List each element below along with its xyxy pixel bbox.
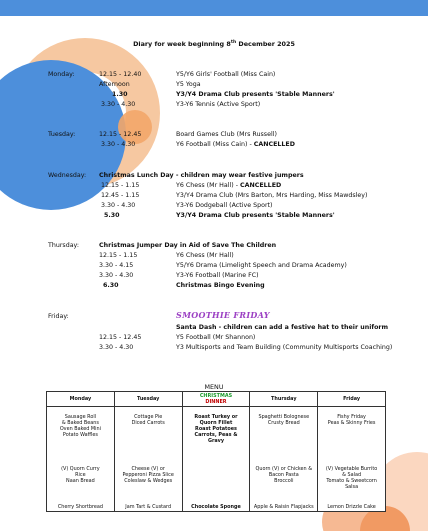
activity: Y6 Football (Miss Cain) - CANCELLED [176, 141, 295, 148]
top-blue-bar [0, 0, 428, 16]
time-slot: 6.30 [103, 282, 119, 289]
menu-line: Chocolate Sponge [191, 504, 241, 510]
time-slot: 1.30 [112, 91, 128, 98]
menu-header: Thursday [250, 392, 318, 407]
time-slot: 12.15 - 12.45 [99, 334, 142, 341]
menu-line: Pepperoni Pizza Slice [122, 472, 174, 478]
activity: Y3-Y6 Tennis (Active Sport) [176, 101, 261, 108]
activity: Board Games Club (Mrs Russell) [176, 131, 277, 138]
menu-line: Rice [75, 472, 86, 478]
menu-alt-dish [48, 466, 113, 484]
menu-line: Coleslaw & Wedges [124, 478, 173, 484]
day-label-thursday: Thursday: [48, 242, 79, 249]
menu-dessert [251, 504, 316, 510]
menu-cell-content [184, 408, 249, 510]
menu-line: Quorn (V) or Chicken & [255, 466, 313, 472]
activity: Y5 Football (Mr Shannon) [176, 334, 256, 341]
menu-line: Tomato & Sweetcorn [326, 478, 377, 484]
menu-line: Cheese (V) or [131, 466, 165, 472]
time-slot: 12.15 - 12.40 [99, 71, 142, 78]
menu-line: Quorn Fillet [199, 420, 233, 426]
menu-cell [47, 407, 115, 512]
menu-main-dish [184, 414, 249, 444]
time-slot: 12.15 - 1.15 [101, 182, 140, 189]
menu-body-row [47, 407, 386, 512]
menu-table [46, 391, 386, 512]
menu-line: Bacon Pasta [268, 472, 299, 478]
cancelled-flag: CANCELLED [253, 141, 295, 148]
cancelled-flag: CANCELLED [239, 182, 282, 189]
activity: Y3/Y4 Drama Club presents 'Stable Manners' [176, 212, 335, 219]
menu-line: Peas & Skinny Fries [327, 420, 376, 426]
activity: Christmas Bingo Evening [176, 282, 265, 289]
activity: Y3/Y4 Drama Club presents 'Stable Manners' [176, 91, 335, 98]
menu-line: & Baked Beans [61, 420, 99, 426]
menu-line: (V) Vegetable Burrito [325, 466, 378, 472]
menu-line: Diced Carrots [131, 420, 165, 426]
time-slot: 12.15 - 1.15 [99, 252, 138, 259]
menu-line: Sausage Roll [64, 414, 97, 420]
menu-alt-dish [319, 466, 384, 490]
menu-line: Salsa [345, 484, 359, 490]
page-title: Diary for week beginning 8th December 2025 [133, 40, 295, 49]
time-slot: 3.30 - 4.30 [101, 141, 136, 148]
menu-title: MENU [204, 383, 224, 391]
activity: Y5/Y6 Drama (Limelight Speech and Drama Academy) [176, 262, 347, 269]
activity: Y6 Chess (Mr Hall) - CANCELLED [176, 182, 282, 189]
menu-line: Gravy [207, 438, 225, 444]
time-slot: 3.30 - 4.15 [99, 262, 134, 269]
time-slot: 12.15 - 12.45 [99, 131, 142, 138]
menu-header: Friday [318, 392, 386, 407]
menu-line: Roast Turkey or [194, 414, 238, 420]
menu-dessert [319, 504, 384, 510]
menu-cell-content [319, 408, 384, 510]
menu-main-dish [251, 414, 316, 426]
time-slot: 12.45 - 1.15 [101, 192, 140, 199]
menu-line: Crusty Bread [267, 420, 300, 426]
activity: Y6 Chess (Mr Hall) [176, 252, 234, 259]
menu-cell [182, 407, 250, 512]
menu-main-dish [319, 414, 384, 426]
time-slot: 3.30 - 4.30 [101, 202, 136, 209]
menu-line: Carrots, Peas & [194, 432, 238, 438]
menu-alt-dish [116, 466, 181, 484]
menu-cell [318, 407, 386, 512]
menu-line: Spaghetti Bolognese [258, 414, 310, 420]
menu-cell [114, 407, 182, 512]
menu-line: Roast Potatoes [195, 426, 237, 432]
menu-line: & Salad [342, 472, 362, 478]
activity: Y5/Y6 Girls' Football (Miss Cain) [176, 71, 276, 78]
menu-line: Lemon Drizzle Cake [327, 504, 376, 510]
menu-header: Monday [47, 392, 115, 407]
menu-line: Apple & Raisin Flapjacks [253, 504, 314, 510]
activity: Y3 Multisports and Team Building (Community Multisports Coaching) [176, 344, 393, 351]
activity: Y3-Y6 Football (Marine FC) [176, 272, 259, 279]
menu-line: (V) Quorn Curry [61, 466, 100, 472]
menu-dessert [116, 504, 181, 510]
menu-main-dish [48, 414, 113, 438]
menu-main-dish [116, 414, 181, 426]
menu-cell [250, 407, 318, 512]
smoothie-friday-banner: SMOOTHIE FRIDAY [176, 310, 270, 320]
menu-header-christmas: CHRISTMAS DINNER [182, 392, 250, 407]
menu-line: Oven Baked Mini [59, 426, 101, 432]
time-slot: 3.30 - 4.30 [99, 272, 134, 279]
time-slot: 5.30 [104, 212, 120, 219]
menu-cell-content [48, 408, 113, 510]
menu-header-row [47, 392, 386, 407]
menu-line: Cottage Pie [134, 414, 163, 420]
day-headline: Santa Dash - children can add a festive hat to their uniform [176, 324, 389, 331]
menu-dessert [184, 504, 249, 510]
activity: Y5 Yoga [176, 81, 201, 88]
menu-line: Jam Tart & Custard [125, 504, 172, 510]
day-label-tuesday: Tuesday: [48, 131, 76, 138]
menu-header: Tuesday [114, 392, 182, 407]
time-slot: 3.30 - 4.30 [99, 344, 134, 351]
day-label-friday: Friday: [48, 313, 69, 320]
menu-line: Broccoli [274, 478, 294, 484]
menu-cell-content [116, 408, 181, 510]
menu-line: Cherry Shortbread [57, 504, 103, 510]
menu-alt-dish [251, 466, 316, 484]
menu-line: Fishy Friday [337, 414, 366, 420]
activity: Y3-Y6 Dodgeball (Active Sport) [176, 202, 273, 209]
activity: Y3/Y4 Drama Club (Mrs Barton, Mrs Harding, Miss Mawdsley) [176, 192, 368, 199]
menu-cell-content [251, 408, 316, 510]
day-headline: Christmas Lunch Day - children may wear festive jumpers [99, 172, 304, 179]
day-label-wednesday: Wednesday: [48, 172, 87, 179]
menu-line: Potato Waffles [62, 432, 98, 438]
time-slot: 3.30 - 4.30 [101, 101, 136, 108]
time-slot: Afternoon [99, 81, 130, 88]
day-label-monday: Monday: [48, 71, 75, 78]
menu-line: Naan Bread [66, 478, 95, 484]
day-headline: Christmas Jumper Day in Aid of Save The Children [99, 242, 277, 249]
menu-dessert [48, 504, 113, 510]
